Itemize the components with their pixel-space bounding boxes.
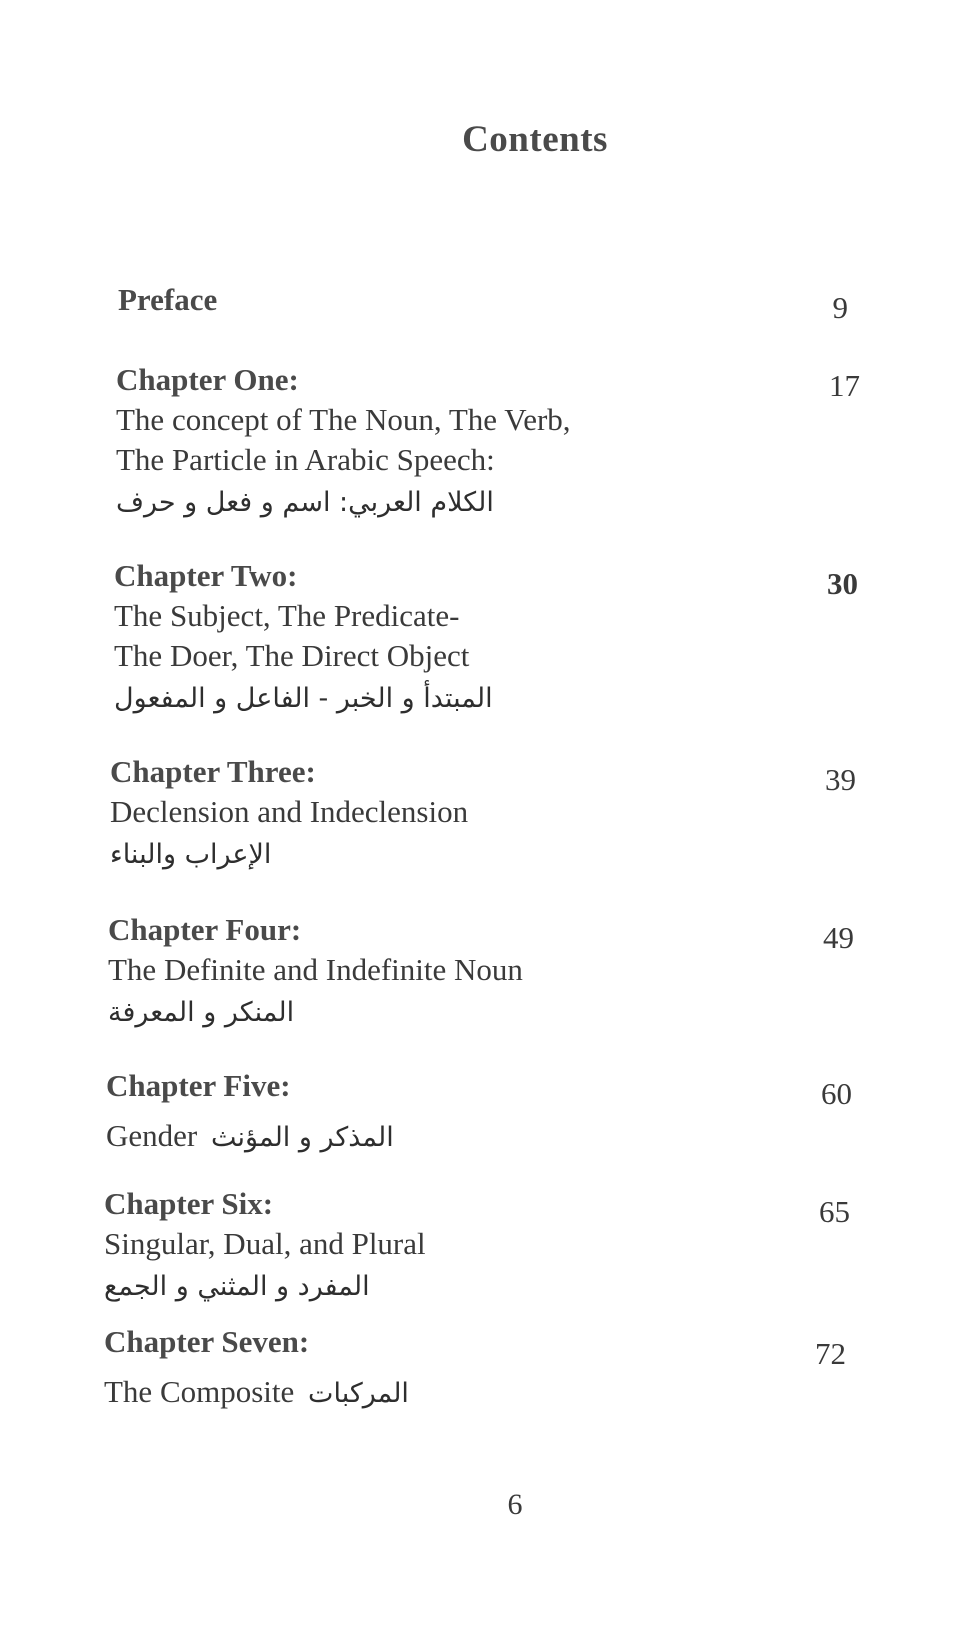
page-number: 17 [829,368,860,403]
entry-subtitle-line: The Particle in Arabic Speech: [116,442,495,477]
page-number: 30 [827,566,858,601]
entry-subtitle-line: Singular, Dual, and Plural [104,1226,426,1261]
toc-entry-chapter-one [116,360,860,526]
entry-arabic: المنكر و المعرفة [108,997,295,1028]
entry-subtitle-line [106,1116,852,1158]
page-number: 9 [832,290,848,325]
toc-entry-preface [118,280,848,325]
entry-title: Chapter Three: [110,754,316,789]
entry-arabic: المركبات [308,1378,409,1409]
entry-subtitle: The Composite [104,1374,295,1409]
entry-title: Preface [118,282,218,317]
toc-entry-chapter-three [110,752,856,878]
page-number: 60 [821,1076,852,1111]
entry-title: Chapter One: [116,362,299,397]
toc-entry-chapter-two [114,556,858,722]
page-title: Contents [462,119,608,160]
entry-title: Chapter Five: [106,1068,291,1103]
toc-entry-chapter-seven [104,1322,846,1414]
entry-title: Chapter Seven: [104,1324,310,1359]
entry-subtitle-line: The Subject, The Predicate- [114,598,460,633]
entry-arabic: المذكر و المؤنث [210,1122,394,1153]
entry-subtitle: Gender [106,1118,198,1153]
entry-arabic: المبتدأ و الخبر - الفاعل و المفعول [114,683,493,714]
entry-title: Chapter Four: [108,912,302,947]
entry-arabic: الإعراب والبناء [110,839,272,870]
page-number: 49 [823,920,854,955]
toc-entry-chapter-four [108,910,854,1036]
entry-arabic: الكلام العربي: اسم و فعل و حرف [116,487,494,518]
entry-arabic: المفرد و المثني و الجمع [104,1271,370,1302]
toc-entry-chapter-five [106,1066,852,1158]
entry-subtitle-line [104,1372,846,1414]
page-folio-number: 6 [507,1488,523,1521]
entry-subtitle-line: The Definite and Indefinite Noun [108,952,523,987]
page-number: 72 [815,1336,846,1371]
page-number: 65 [819,1194,850,1229]
entry-title: Chapter Two: [114,558,298,593]
entry-subtitle-line: The concept of The Noun, The Verb, [116,402,571,437]
entry-subtitle-line: The Doer, The Direct Object [114,638,470,673]
entry-subtitle-line: Declension and Indeclension [110,794,469,829]
page-number: 39 [825,762,856,797]
entry-title: Chapter Six: [104,1186,274,1221]
toc-entry-chapter-six [104,1184,850,1310]
